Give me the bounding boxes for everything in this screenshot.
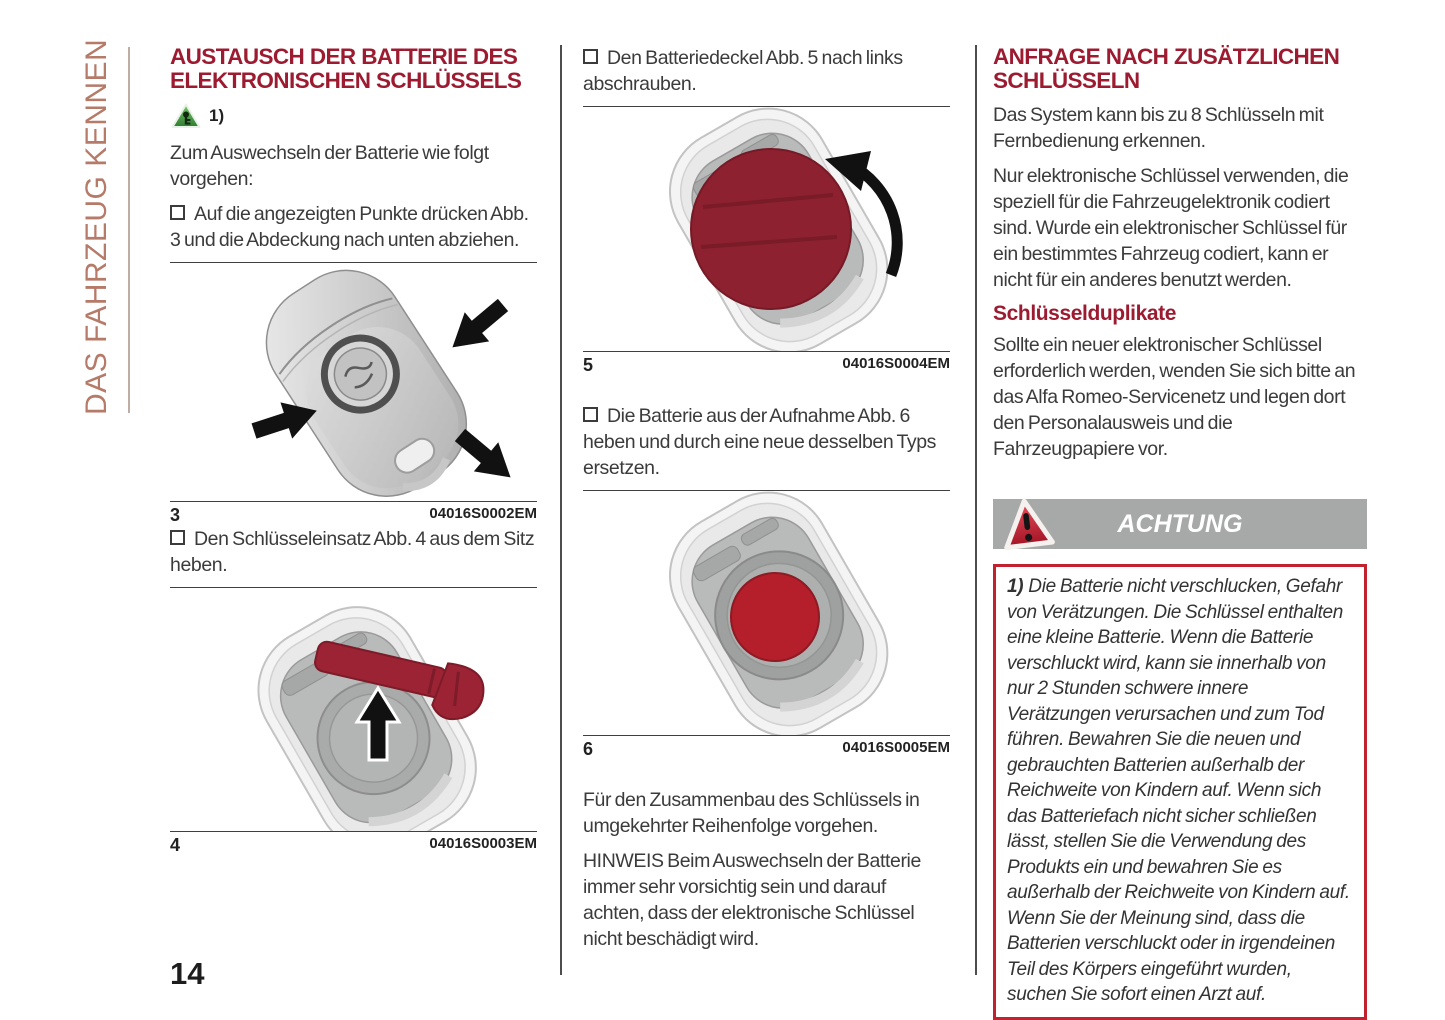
figure-caption xyxy=(170,831,537,856)
red-battery-cover xyxy=(691,149,851,309)
square-bullet-icon xyxy=(170,530,185,545)
figure-4 xyxy=(170,587,537,856)
square-bullet-icon xyxy=(583,49,598,64)
figure-number: 5 xyxy=(583,355,594,375)
warning-box xyxy=(993,564,1367,1020)
paragraph: Nur elektronische Schlüssel verwenden, die speziell für die Fahrzeugelektronik codiert sind. Wurde ein elektronischer Schlüssel für ein bestimmtes Fahrzeug codiert, kann er nicht für ein anderes benutzt werden. xyxy=(993,165,1349,291)
column-separator xyxy=(975,45,977,975)
achtung-banner xyxy=(993,499,1367,549)
column-3 xyxy=(993,45,1367,1020)
column-separator xyxy=(560,45,562,975)
red-battery xyxy=(731,573,819,661)
section-heading-battery-replacement: AUSTAUSCH DER BATTERIE DES ELEKTRONISCHEN SCHLÜSSELS xyxy=(170,44,522,93)
reassembly-paragraph: Für den Zusammenbau des Schlüssels in umgekehrter Reihenfolge vorgehen. xyxy=(583,789,920,837)
paragraph: Das System kann bis zu 8 Schlüsseln mit Fernbedienung erkennen. xyxy=(993,104,1324,152)
note-reference-row xyxy=(170,102,537,130)
figure-caption xyxy=(583,351,950,376)
figure-number: 4 xyxy=(170,835,181,855)
figure-code: 04016S0003EM xyxy=(429,835,537,852)
figure-3-image-key-fob-front xyxy=(170,263,537,501)
green-warning-triangle-icon xyxy=(170,102,202,130)
press-arrow-top xyxy=(440,290,515,362)
figure-6 xyxy=(583,490,950,760)
warning-reference-number: 1) xyxy=(1007,576,1024,597)
figure-6-image-battery-seat xyxy=(583,491,950,735)
figure-4-image-key-insert-removal xyxy=(170,588,537,831)
intro-paragraph: Zum Auswechseln der Batterie wie folgt vorgehen: xyxy=(170,142,489,190)
square-bullet-icon xyxy=(170,205,185,220)
figure-code: 04016S0002EM xyxy=(429,505,537,522)
warning-text: Die Batterie nicht verschlucken, Gefahr von Verätzungen. Die Schlüssel enthalten eine kleine Batterie. Wenn die Batterie verschluckt wird, kann sie innerhalb von nur 2 Stunden schwere innere Verätzungen verursachen und zum Tod führen. Bewahren Sie die neuen und gebrauchten Batterien außerhalb der Reichweite von Kindern auf. Wenn sich das Batteriefach nicht sicher schließen lässt, stellen Sie die Verwendung des Produkts ein und bewahren Sie es außerhalb der Reichweite von Kindern auf. Wenn Sie der Meinung sind, dass die Batterien verschluckt oder in irgendeinen Teil des Körpers eingeführt wurden, suchen Sie sofort einen Arzt auf. xyxy=(1007,576,1350,1005)
step-item: Den Schlüsseleinsatz Abb. 4 aus dem Sitz heben. xyxy=(170,528,535,576)
note-reference-number: 1) xyxy=(209,106,225,125)
figure-number: 6 xyxy=(583,739,594,759)
figure-5-image-battery-cover xyxy=(583,107,950,351)
hinweis-paragraph: HINWEIS Beim Auswechseln der Batterie immer sehr vorsichtig sein und darauf achten, dass der elektronische Schlüssel nicht beschädigt wird. xyxy=(583,850,921,950)
figure-5 xyxy=(583,106,950,376)
step-item: Auf die angezeigten Punkte drücken Abb. 3 und die Abdeckung nach unten abziehen. xyxy=(170,203,529,251)
sidebar-rule xyxy=(128,47,130,413)
figure-code: 04016S0005EM xyxy=(842,739,950,756)
step-item: Den Batteriedeckel Abb. 5 nach links abschrauben. xyxy=(583,47,903,95)
subheading-key-duplicates: Schlüsselduplikate xyxy=(993,302,1177,325)
section-heading-additional-keys: ANFRAGE NACH ZUSÄTZLICHEN SCHLÜSSELN xyxy=(993,44,1340,93)
achtung-title: ACHTUNG xyxy=(1117,509,1243,538)
figure-3 xyxy=(170,262,537,526)
figure-caption xyxy=(170,501,537,526)
paragraph: Sollte ein neuer elektronischer Schlüssel erforderlich werden, wenden Sie sich bitte an das Alfa Romeo-Servicenetz und legen dort den Personalausweis und die Fahrzeugpapiere vor. xyxy=(993,334,1356,460)
square-bullet-icon xyxy=(583,407,598,422)
figure-caption xyxy=(583,735,950,760)
page-number: 14 xyxy=(170,956,205,991)
step-item: Die Batterie aus der Aufnahme Abb. 6 heben und durch eine neue desselben Typs ersetzen. xyxy=(583,405,937,479)
chapter-sidebar-label: DAS FAHRZEUG KENNEN xyxy=(80,38,113,415)
red-warning-triangle-icon xyxy=(998,496,1056,552)
column-2 xyxy=(583,45,950,961)
figure-code: 04016S0004EM xyxy=(842,355,950,372)
figure-number: 3 xyxy=(170,505,181,525)
column-1 xyxy=(170,45,537,856)
